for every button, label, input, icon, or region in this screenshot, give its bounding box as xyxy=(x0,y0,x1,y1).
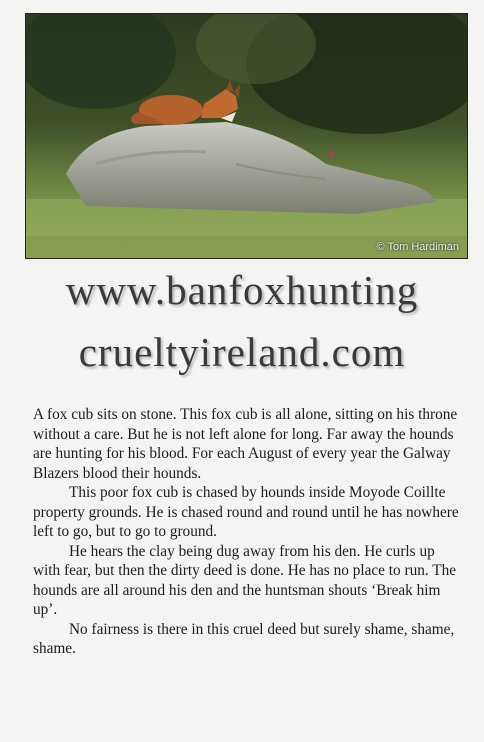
photo-credit: © Tom Hardiman xyxy=(376,241,459,253)
website-url-line1: www.banfoxhunting xyxy=(65,267,419,313)
story-paragraph: He hears the clay being dug away from his den. He curls up with fear, but then the dirty deed is done. He has no place to run. The hounds are all around his den and the huntsman shouts ‘Break him up’. xyxy=(33,542,457,618)
fox-on-stone-image xyxy=(26,14,467,258)
story-paragraph: This poor fox cub is chased by hounds inside Moyode Coillte property grounds. He is chased round and round until he has nowhere left to go, but to go to ground. xyxy=(33,484,459,540)
fox-cub-photo xyxy=(25,13,468,259)
story-paragraph: No fairness is there in this cruel deed but surely shame, shame, shame. xyxy=(33,620,455,657)
website-url-line2: crueltyireland.com xyxy=(78,329,406,375)
story-paragraph: A fox cub sits on stone. This fox cub is all alone, sitting on his throne without a care. But he is not left alone for long. Far away the hounds are hunting for his blood. For each August of every year the Galway Blazers blood their hounds. xyxy=(33,406,458,482)
story-text xyxy=(33,405,463,659)
